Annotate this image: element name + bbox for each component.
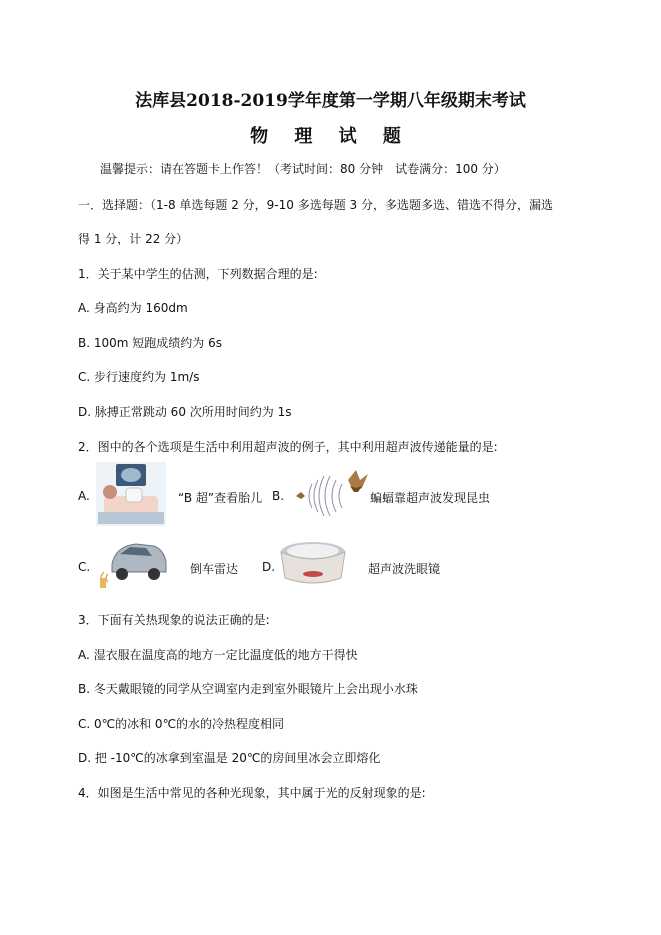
q3-option-d: D. 把 -10℃的冰拿到室温是 20℃的房间里冰会立即熔化 [78,751,381,765]
q3-option-c: C. 0℃的冰和 0℃的水的冷热程度相同 [78,717,285,731]
q3-option-a: A. 湿衣服在温度高的地方一定比温度低的地方干得快 [78,648,358,662]
ultrasound-scan-photo [96,462,166,526]
q2-stem: 2．图中的各个选项是生活中利用超声波的例子，其中利用超声波传递能量的是: [78,440,498,454]
ultrasonic-cleaner-picture [278,536,348,588]
exam-tip: 温馨提示：请在答题卡上作答！（考试时间：80 分钟 试卷满分：100 分） [100,162,506,176]
q1-option-d: D. 脉搏正常跳动 60 次所用时间约为 1s [78,405,292,419]
q1-stem: 1．关于某中学生的估测，下列数据合理的是: [78,267,318,281]
q2-option-b-label: B. [272,489,285,503]
q2-option-d-caption: 超声波洗眼镜 [368,562,441,576]
exam-title: 法库县2018-2019学年度第一学期八年级期末考试 [135,91,526,111]
q3-option-b: B. 冬天戴眼镜的同学从空调室内走到室外眼镜片上会出现小水珠 [78,682,418,696]
q1-option-b: B. 100m 短跑成绩约为 6s [78,336,222,350]
q3-stem: 3．下面有关热现象的说法正确的是: [78,613,270,627]
q1-option-a: A. 身高约为 160dm [78,301,188,315]
bat-echolocation-picture [290,462,370,522]
q2-option-c-label: C. [78,560,91,574]
q2-option-c-caption: 倒车雷达 [190,562,239,576]
q2-option-b-caption: 蝙蝠靠超声波发现昆虫 [370,491,491,505]
q2-option-d-label: D. [262,560,276,574]
q2-option-a-caption: “B 超”查看胎儿 [178,491,263,505]
q1-option-c: C. 步行速度约为 1m/s [78,370,200,384]
car-reversing-radar-picture [94,534,170,590]
q4-stem: 4．如图是生活中常见的各种光现象，其中属于光的反射现象的是: [78,786,426,800]
section1-instructions-line1: 一．选择题：（1-8 单选每题 2 分，9-10 多选每题 3 分，多选题多选、错选不得分，漏选 [78,198,553,212]
q2-option-a-label: A. [78,489,90,503]
section1-instructions-line2: 得 1 分，计 22 分） [78,232,189,246]
exam-subtitle: 物 理 试 题 [250,126,411,147]
